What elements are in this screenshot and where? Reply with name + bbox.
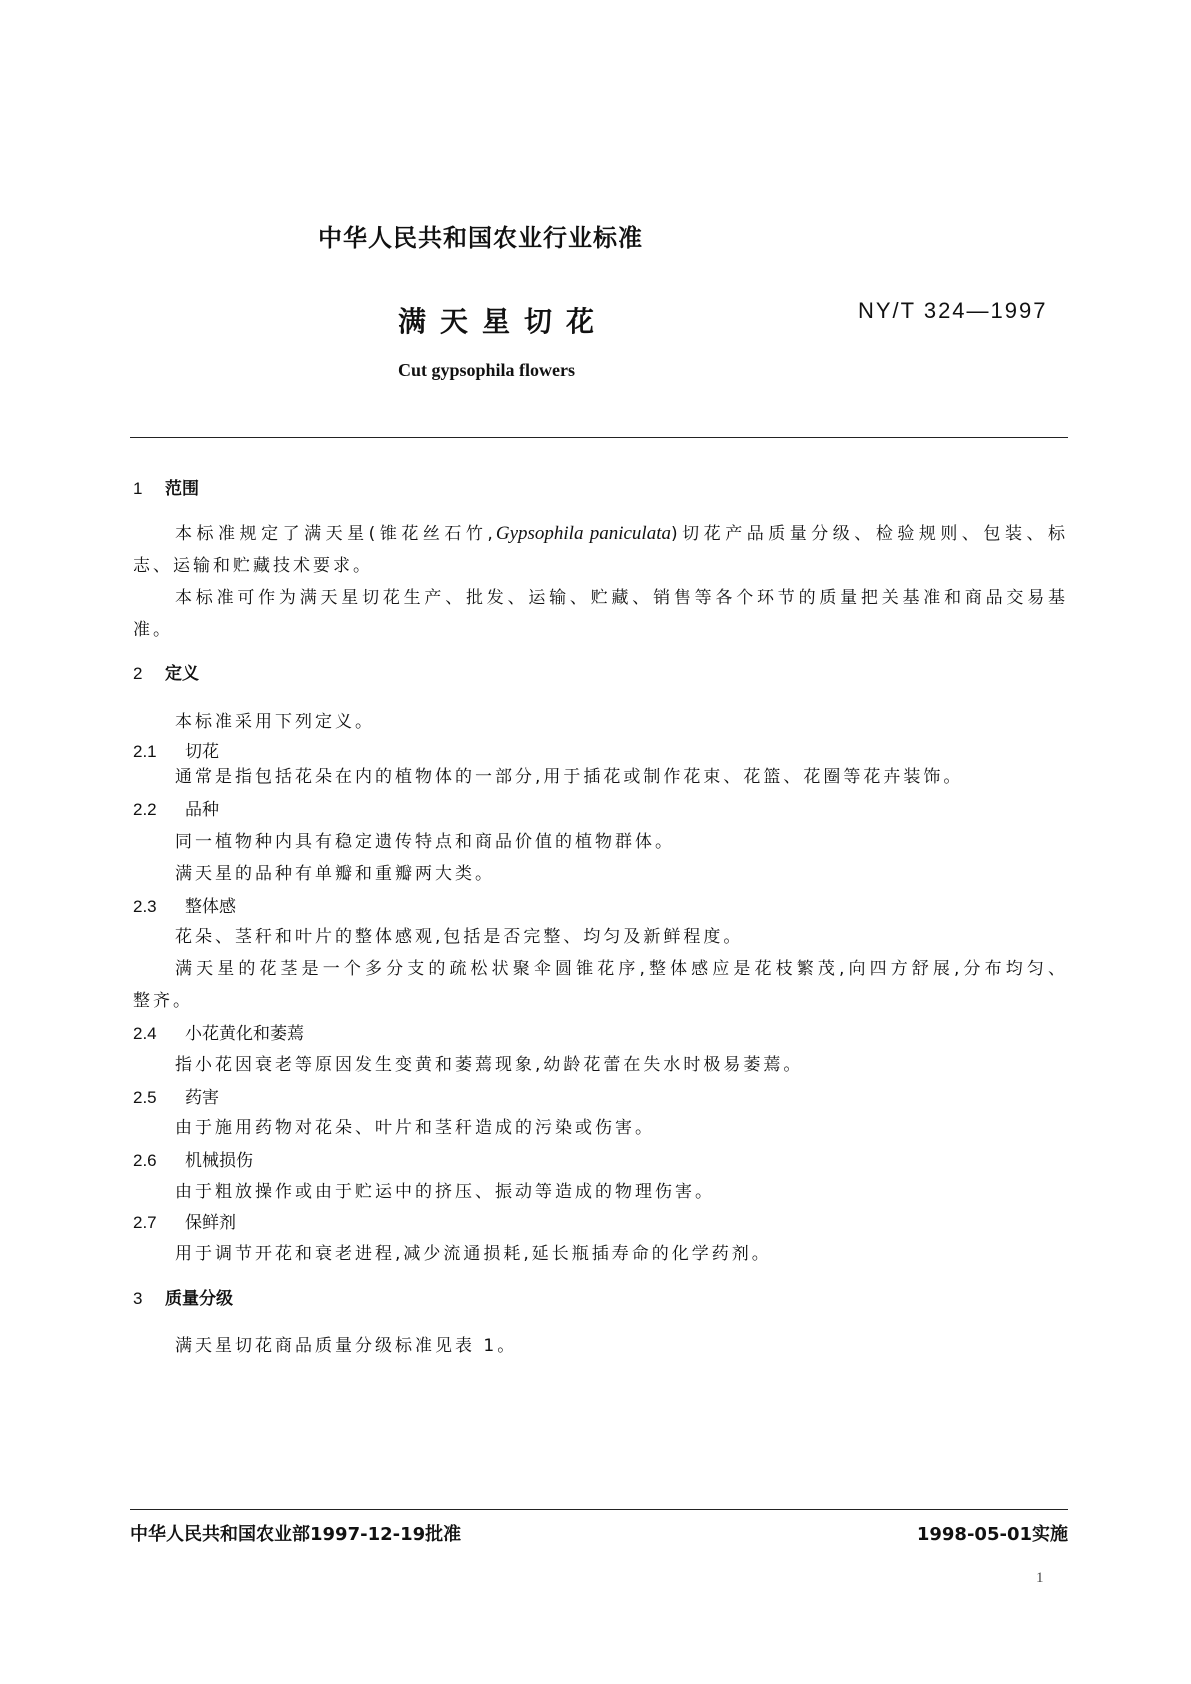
definition-term: 药害 (185, 1088, 219, 1108)
document-title: 满天星切花 (398, 305, 609, 338)
standard-code: NY/T 324—1997 (858, 298, 1048, 323)
definition-number: 2.2 (133, 800, 157, 819)
definition-number: 2.3 (133, 897, 157, 916)
text: )切花产品质量分级、检验规则、包装、标 (671, 524, 1068, 544)
definition-term: 保鲜剂 (185, 1213, 236, 1233)
definition-term: 整体感 (185, 897, 236, 917)
definition-number: 2.7 (133, 1213, 157, 1232)
definition-number: 2.4 (133, 1024, 157, 1043)
section-3-heading (133, 1284, 233, 1309)
definition-number: 2.6 (133, 1151, 157, 1170)
definition-heading (133, 1019, 304, 1044)
definition-number: 2.1 (133, 742, 157, 761)
section-1-heading (133, 474, 199, 499)
latin-name: Gypsophila paniculata (495, 523, 671, 544)
section-number: 1 (133, 479, 143, 498)
definition-heading (133, 892, 236, 917)
definition-term: 小花黄化和萎蔫 (185, 1024, 304, 1044)
definition-text: 用于调节开花和衰老进程,减少流通损耗,延长瓶插寿命的化学药剂。 (175, 1244, 772, 1264)
definition-term: 切花 (185, 742, 219, 762)
definition-heading (133, 737, 219, 762)
effective-date: 1998-05-01实施 (916, 1524, 1068, 1545)
paragraph-line: 志、运输和贮藏技术要求。 (133, 556, 373, 576)
definition-heading (133, 1208, 236, 1233)
definition-number: 2.5 (133, 1088, 157, 1107)
definition-text: 指小花因衰老等原因发生变黄和萎蔫现象,幼龄花蕾在失水时极易萎蔫。 (175, 1055, 804, 1075)
definition-term: 品种 (185, 800, 219, 820)
section-number: 3 (133, 1289, 143, 1308)
definition-heading (133, 1083, 219, 1108)
paragraph-line: 本标准可作为满天星切花生产、批发、运输、贮藏、销售等各个环节的质量把关基准和商品交易基 (175, 588, 1068, 608)
paragraph-line: 准。 (133, 620, 173, 640)
header-divider (130, 437, 1068, 438)
definition-heading (133, 1146, 253, 1171)
definition-term: 机械损伤 (185, 1151, 253, 1171)
definition-text: 通常是指包括花朵在内的植物体的一部分,用于插花或制作花束、花篮、花圈等花卉装饰。 (175, 767, 964, 787)
english-title: Cut gypsophila flowers (398, 360, 576, 380)
paragraph-line (175, 519, 1068, 545)
footer-divider (130, 1509, 1068, 1510)
section-title: 质量分级 (165, 1289, 233, 1309)
page-number: 1 (1036, 1570, 1044, 1586)
definition-text: 同一植物种内具有稳定遗传特点和商品价值的植物群体。 (175, 832, 675, 852)
definition-text: 由于粗放操作或由于贮运中的挤压、振动等造成的物理伤害。 (175, 1182, 715, 1202)
issuer-heading: 中华人民共和国农业行业标准 (318, 224, 643, 252)
definition-text: 整齐。 (133, 991, 193, 1011)
paragraph-line: 本标准采用下列定义。 (175, 712, 375, 732)
section-title: 范围 (165, 479, 199, 499)
definition-text: 花朵、茎秆和叶片的整体感观,包括是否完整、均匀及新鲜程度。 (175, 927, 744, 947)
section-title: 定义 (165, 664, 199, 684)
section-2-heading (133, 659, 199, 684)
text: 本标准规定了满天星(锥花丝石竹, (175, 524, 496, 544)
definition-text: 满天星的花茎是一个多分支的疏松状聚伞圆锥花序,整体感应是花枝繁茂,向四方舒展,分布均匀、 (175, 959, 1068, 979)
definition-text: 满天星的品种有单瓣和重瓣两大类。 (175, 864, 495, 884)
approval-date: 中华人民共和国农业部1997-12-19批准 (130, 1524, 462, 1545)
definition-heading (133, 795, 219, 820)
paragraph-line: 满天星切花商品质量分级标准见表 1。 (175, 1336, 518, 1356)
section-number: 2 (133, 664, 143, 683)
definition-text: 由于施用药物对花朵、叶片和茎秆造成的污染或伤害。 (175, 1118, 655, 1138)
